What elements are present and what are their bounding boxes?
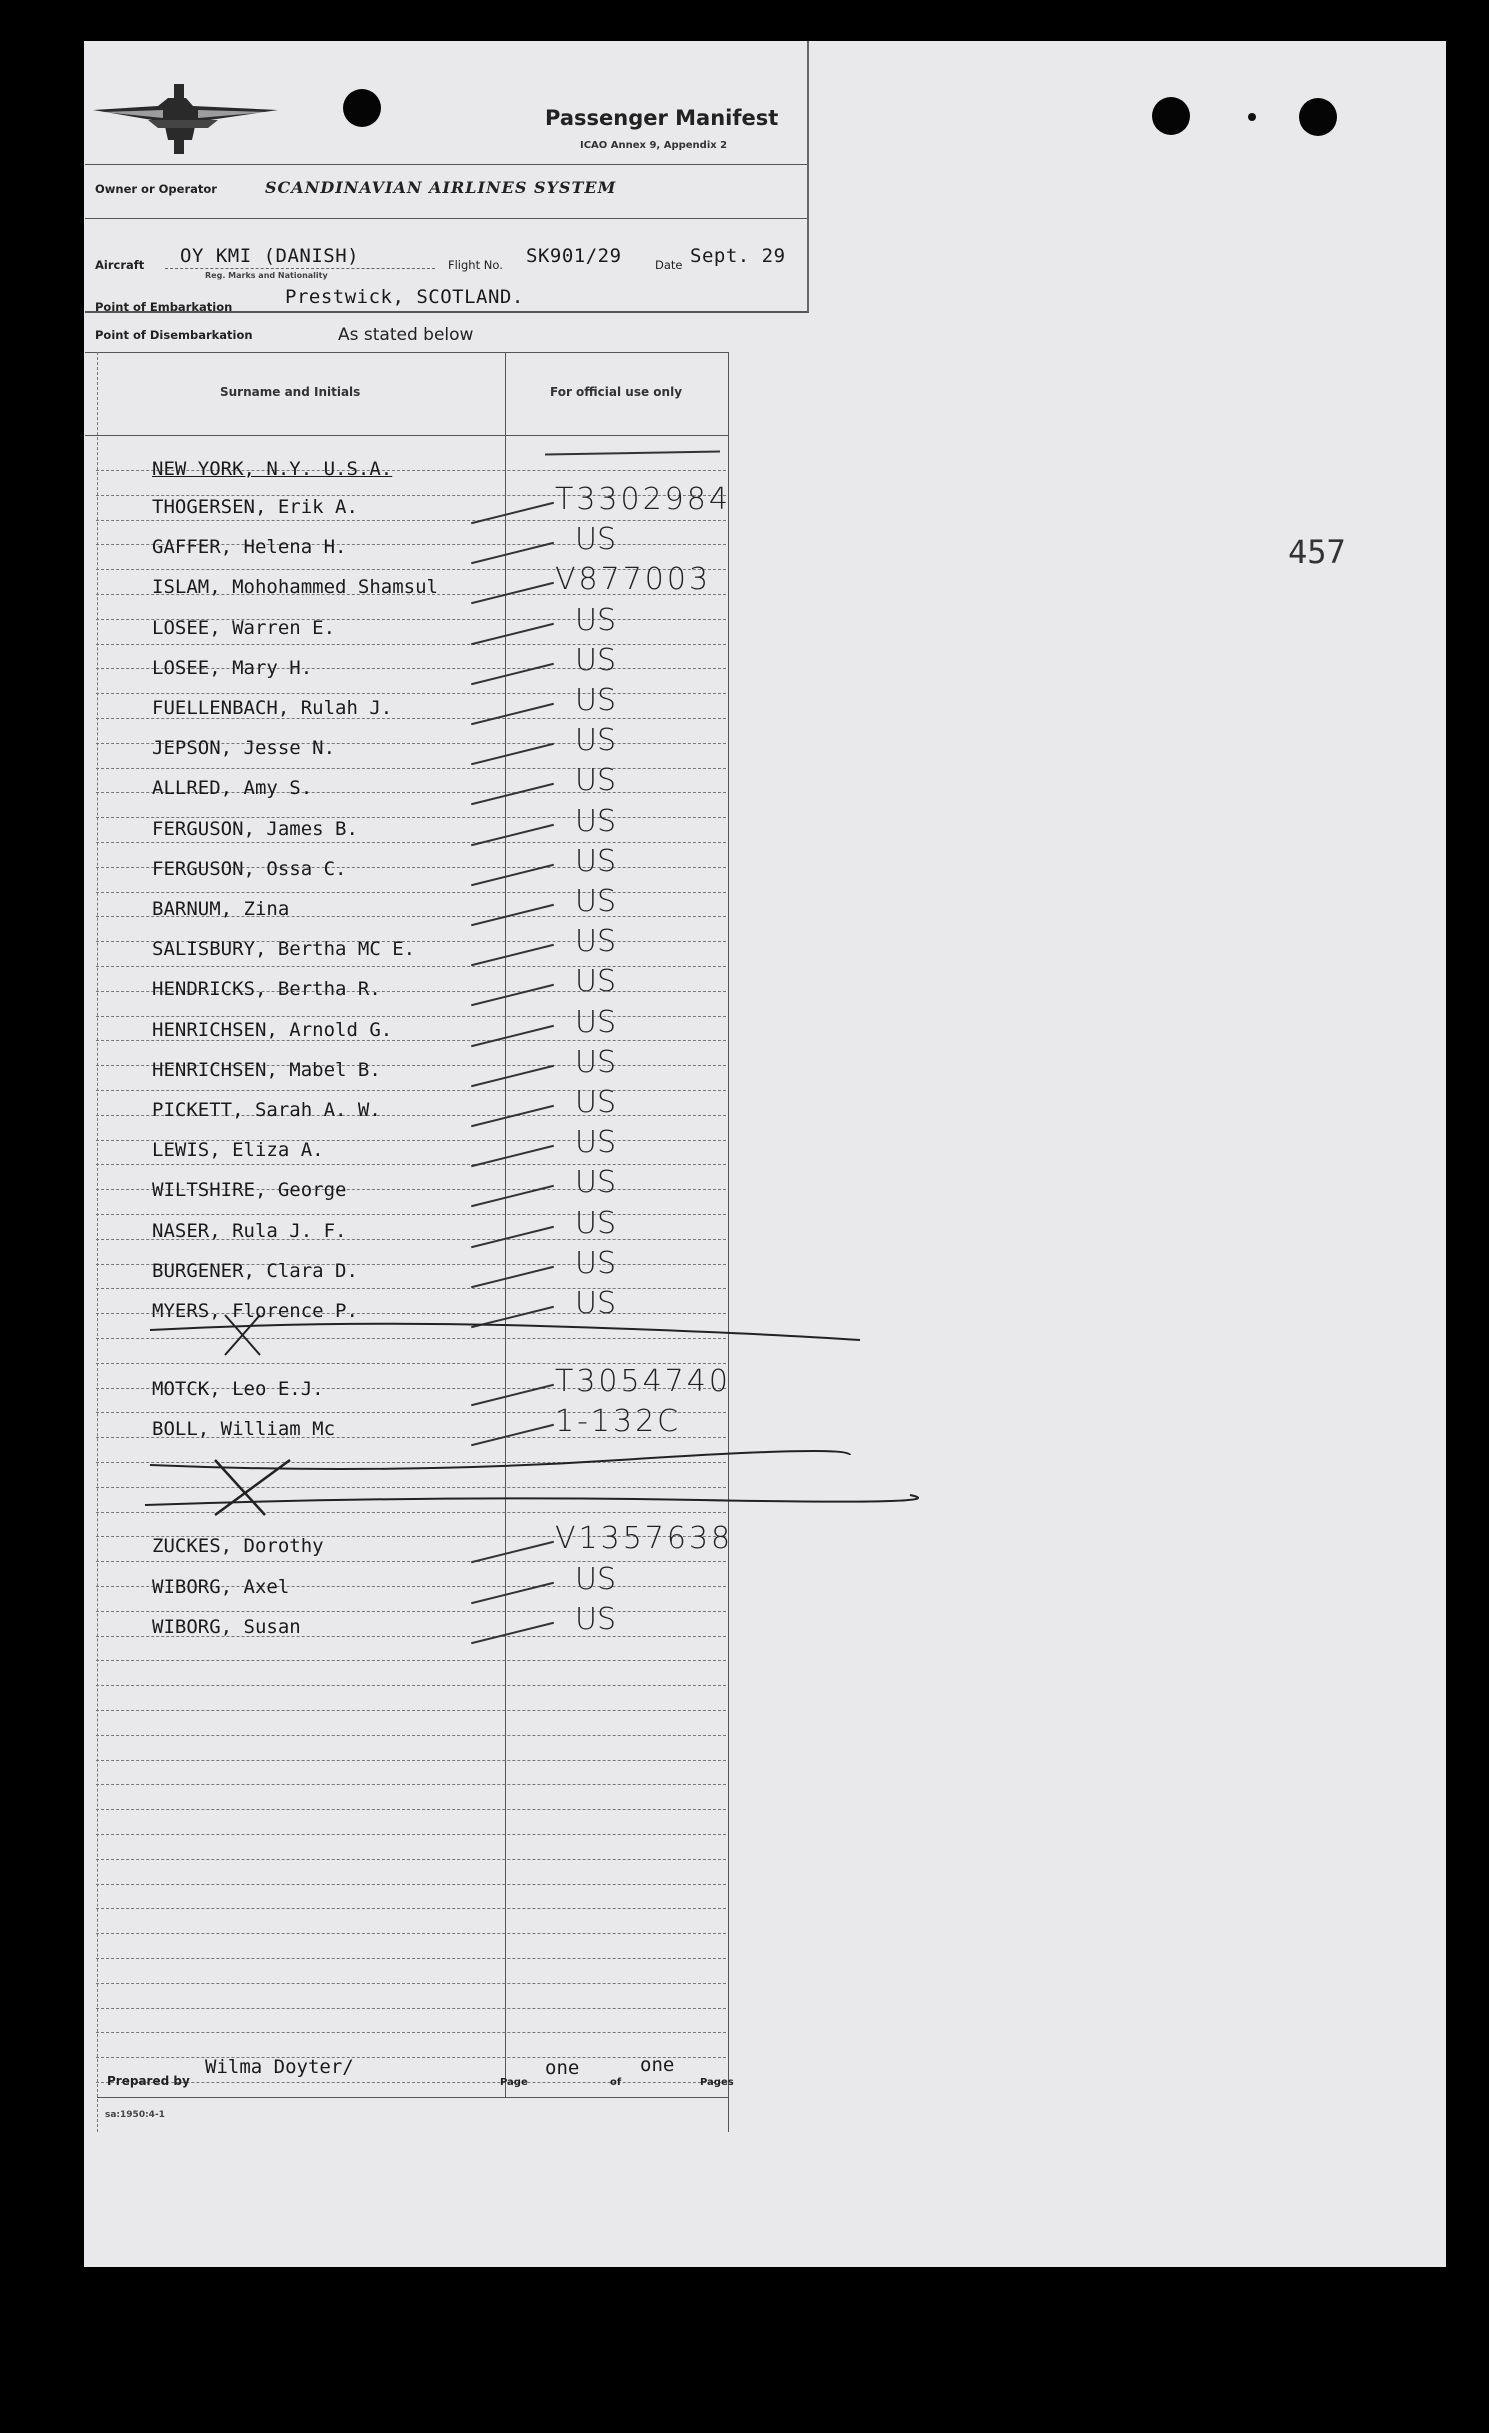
page-label: Page bbox=[500, 2077, 528, 2088]
manifest-subtitle: ICAO Annex 9, Appendix 2 bbox=[580, 140, 728, 151]
table-rule bbox=[96, 1933, 726, 1934]
table-rule bbox=[96, 1288, 726, 1289]
cross-out-mark bbox=[140, 1310, 870, 1420]
table-rule bbox=[96, 1958, 726, 1959]
official-mark: US bbox=[575, 1085, 617, 1120]
column-header-official: For official use only bbox=[550, 385, 683, 399]
official-mark: US bbox=[575, 683, 617, 718]
official-mark: US bbox=[575, 1004, 617, 1040]
table-rule bbox=[96, 1164, 726, 1165]
pages-label: Pages bbox=[700, 2077, 734, 2088]
official-mark: US bbox=[575, 723, 617, 759]
table-rule bbox=[96, 842, 726, 843]
table-rule bbox=[96, 1908, 726, 1909]
official-mark: US bbox=[575, 1561, 617, 1597]
column-divider bbox=[728, 352, 729, 2132]
owner-value: SCANDINAVIAN AIRLINES SYSTEM bbox=[265, 178, 617, 197]
field-line bbox=[165, 268, 435, 269]
column-divider bbox=[505, 352, 506, 2098]
passenger-name: LOSEE, Warren E. bbox=[152, 616, 336, 639]
disembark-label: Point of Disembarkation bbox=[95, 328, 253, 342]
table-rule bbox=[96, 693, 726, 694]
official-mark: V1357638 bbox=[555, 1521, 734, 1556]
table-rule bbox=[96, 2057, 726, 2058]
embark-label: Point of Embarkation bbox=[95, 300, 233, 314]
official-mark: US bbox=[575, 1165, 617, 1201]
passenger-name: BURGENER, Clara D. bbox=[152, 1259, 358, 1282]
table-rule bbox=[96, 1735, 726, 1736]
official-mark: US bbox=[575, 803, 617, 839]
official-mark: US bbox=[575, 1286, 617, 1321]
passenger-name: WIBORG, Susan bbox=[152, 1616, 301, 1638]
passenger-name: FERGUSON, Ossa C. bbox=[152, 857, 347, 880]
manifest-title: Passenger Manifest bbox=[545, 106, 779, 130]
table-rule bbox=[96, 1809, 726, 1810]
table-rule bbox=[96, 966, 726, 967]
date-label: Date bbox=[655, 258, 683, 272]
table-rule bbox=[96, 2032, 726, 2033]
official-mark: US bbox=[575, 763, 617, 799]
passenger-name: SALISBURY, Bertha MC E. bbox=[152, 938, 416, 961]
footer-line bbox=[97, 2097, 728, 2098]
table-rule bbox=[96, 1090, 726, 1091]
official-mark: US bbox=[575, 602, 617, 638]
passenger-name: MOTCK, Leo E.J. bbox=[152, 1378, 324, 1400]
page-stamp-number: 457 bbox=[1288, 533, 1346, 571]
table-rule bbox=[96, 1611, 726, 1612]
official-mark: US bbox=[575, 884, 617, 919]
table-rule bbox=[96, 644, 726, 645]
flight-label: Flight No. bbox=[448, 258, 503, 272]
passenger-name: WILTSHIRE, George bbox=[152, 1179, 347, 1202]
punch-hole bbox=[1152, 97, 1190, 135]
aircraft-label: Aircraft bbox=[95, 258, 145, 272]
official-mark: US bbox=[575, 1245, 617, 1281]
official-mark: US bbox=[575, 1125, 617, 1161]
passenger-name: BARNUM, Zina bbox=[152, 898, 290, 920]
official-mark: US bbox=[575, 1602, 617, 1637]
form-code: sa:1950:4-1 bbox=[105, 2110, 165, 2120]
embark-value: Prestwick, SCOTLAND. bbox=[285, 286, 524, 308]
table-rule bbox=[96, 1710, 726, 1711]
passenger-name: GAFFER, Helena H. bbox=[152, 536, 347, 559]
official-mark: US bbox=[575, 1044, 617, 1080]
flight-value: SK901/29 bbox=[526, 245, 622, 267]
table-rule bbox=[96, 768, 726, 769]
table-rule bbox=[96, 1834, 726, 1835]
column-header-name: Surname and Initials bbox=[220, 385, 361, 399]
of-value: one bbox=[640, 2054, 675, 2076]
of-label: of bbox=[610, 2077, 622, 2088]
passenger-name: HENDRICKS, Bertha R. bbox=[152, 978, 381, 1001]
passenger-name: LOSEE, Mary H. bbox=[152, 656, 313, 679]
punch-hole bbox=[1299, 98, 1337, 136]
official-mark: US bbox=[575, 843, 617, 879]
page-value: one bbox=[545, 2057, 580, 2079]
passenger-name: PICKETT, Sarah A. W. bbox=[152, 1099, 381, 1121]
mark-dot bbox=[1248, 113, 1256, 121]
table-rule bbox=[96, 1660, 726, 1661]
table-rule bbox=[96, 1561, 726, 1562]
table-rule bbox=[96, 520, 726, 521]
passenger-name: BOLL, William Mc bbox=[152, 1418, 336, 1440]
passenger-name: FERGUSON, James B. bbox=[152, 817, 358, 840]
passenger-name: ISLAM, Mohohammed Shamsul bbox=[152, 576, 438, 599]
prepared-label: Prepared by bbox=[107, 2074, 190, 2088]
table-rule bbox=[96, 1859, 726, 1860]
official-mark: T3054740 bbox=[555, 1364, 731, 1399]
official-mark: V877003 bbox=[555, 562, 712, 598]
disembark-value: As stated below bbox=[338, 325, 474, 345]
table-rule bbox=[96, 1784, 726, 1785]
divider bbox=[85, 218, 807, 219]
table-top bbox=[85, 352, 728, 353]
passenger-name: HENRICHSEN, Mabel B. bbox=[152, 1058, 381, 1081]
passenger-name: FUELLENBACH, Rulah J. bbox=[152, 697, 393, 719]
table-rule bbox=[96, 2082, 726, 2083]
passenger-name: ZUCKES, Dorothy bbox=[152, 1535, 324, 1557]
official-mark: T3302984 bbox=[555, 482, 731, 517]
table-rule bbox=[96, 1016, 726, 1017]
table-rule bbox=[96, 1685, 726, 1686]
passenger-name: LEWIS, Eliza A. bbox=[152, 1139, 324, 1162]
table-rule bbox=[96, 1983, 726, 1984]
destination: NEW YORK, N.Y. U.S.A. bbox=[152, 458, 393, 480]
header-row-line bbox=[85, 435, 728, 436]
passenger-name: THOGERSEN, Erik A. bbox=[152, 496, 358, 518]
aircraft-value: OY KMI (DANISH) bbox=[180, 245, 360, 267]
cross-out-mark bbox=[140, 1440, 920, 1540]
official-mark: US bbox=[575, 1205, 617, 1241]
passenger-name: NASER, Rula J. F. bbox=[152, 1219, 347, 1242]
passenger-name: HENRICHSEN, Arnold G. bbox=[152, 1018, 393, 1041]
passenger-name: JEPSON, Jesse N. bbox=[152, 737, 336, 760]
passenger-name: ALLRED, Amy S. bbox=[152, 777, 313, 800]
passenger-name: WIBORG, Axel bbox=[152, 1575, 290, 1598]
table-rule bbox=[96, 2008, 726, 2009]
official-mark: US bbox=[575, 924, 617, 960]
table-rule bbox=[96, 1214, 726, 1215]
official-mark: US bbox=[575, 964, 617, 1000]
aircraft-note: Reg. Marks and Nationality bbox=[205, 271, 328, 280]
airline-logo-icon bbox=[88, 78, 283, 156]
date-value: Sept. 29 bbox=[690, 245, 786, 267]
table-rule bbox=[96, 1884, 726, 1885]
official-mark: US bbox=[575, 522, 617, 558]
table-rule bbox=[96, 892, 726, 893]
prepared-value: Wilma Doyter/ bbox=[205, 2056, 354, 2078]
divider bbox=[85, 164, 807, 165]
official-mark: US bbox=[575, 642, 617, 678]
owner-label: Owner or Operator bbox=[95, 182, 217, 196]
table-rule bbox=[96, 1760, 726, 1761]
passenger-name: MYERS, Florence P. bbox=[152, 1300, 358, 1322]
official-mark: 1-132C bbox=[555, 1404, 682, 1439]
